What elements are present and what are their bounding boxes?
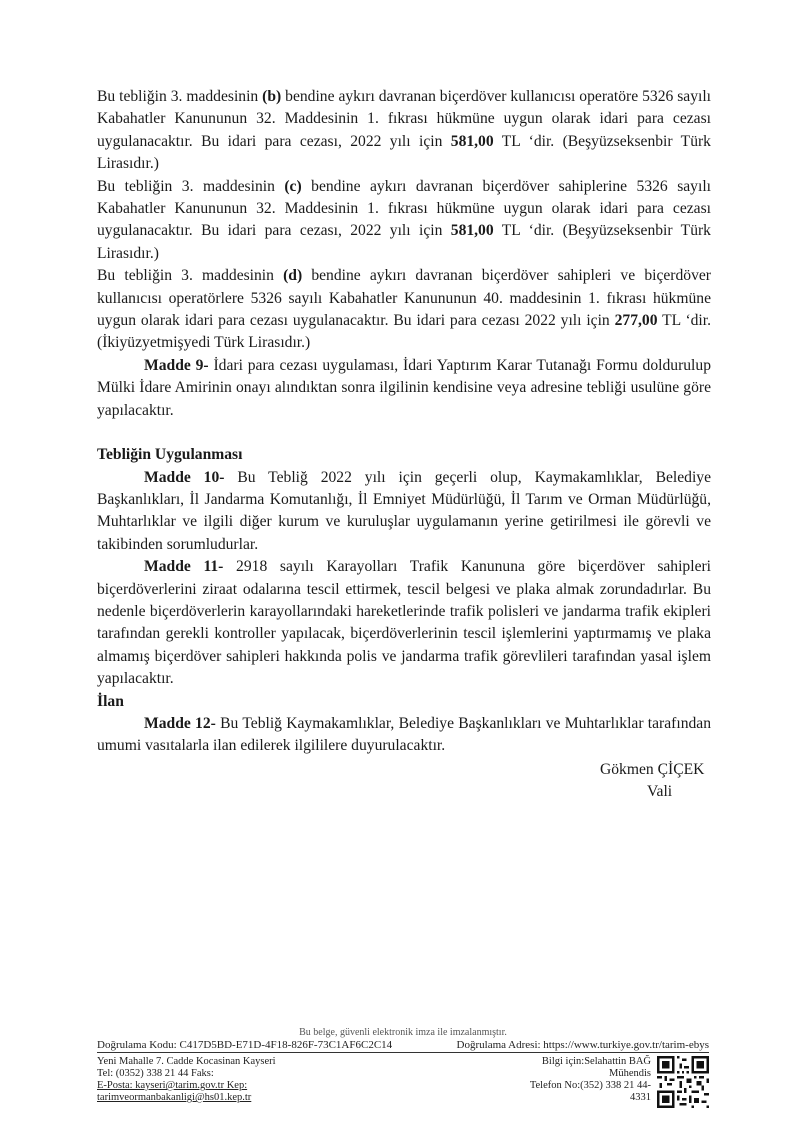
office-kep[interactable]: tarimveormanbakanligi@hs01.kep.tr: [97, 1092, 252, 1103]
office-contact: [97, 1056, 276, 1108]
verification-line: [97, 1039, 709, 1053]
section-heading-announcement: İlan: [97, 692, 124, 710]
office-phone: Tel: (0352) 338 21 44 Faks:: [97, 1068, 214, 1079]
paragraph-d-penalty: Bu tebliğin 3. maddesinin (d) bendine aykırı davranan biçerdöver sahipleri ve biçerdöver kullanıcısı operatörlere 5326 sayılı Kabahatler Kanununun 40. maddesinin 1. fıkrası hükmüne uygun olarak idari para cezası uygulanacaktır. Bu idari para cezası 2022 yılı için 277,00 TL ‘dir. (İkiyüzyetmişyedi Türk Lirasıdır.): [97, 267, 711, 352]
signatory-title: Vali: [647, 783, 673, 800]
section-heading-implementation: Tebliğin Uygulanması: [97, 446, 243, 464]
article-12: Madde 12- Bu Tebliğ Kaymakamlıklar, Belediye Başkanlıkları ve Muhtarlıklar tarafından umumi vasıtalarla ilan edilerek ilgililere duyurulacaktır.: [97, 714, 712, 755]
spacer: [97, 422, 711, 444]
office-email[interactable]: E-Posta: kayseri@tarim.gov.tr Kep:: [97, 1080, 248, 1091]
info-contact-title: Mühendis: [609, 1068, 651, 1079]
footer-contact-row: [97, 1056, 709, 1108]
info-contact-phone: Telefon No:(352) 338 21 44-: [529, 1080, 651, 1091]
verification-code: Doğrulama Kodu: C417D5BD-E71D-4F18-826F-73C1AF6C2C14: [97, 1039, 393, 1051]
info-contact-extension: 4331: [630, 1092, 651, 1103]
info-contact-name: Bilgi için:Selahattin BAĞ: [541, 1056, 651, 1067]
document-body: [97, 86, 711, 758]
article-9: Madde 9- İdari para cezası uygulaması, İdari Yaptırım Karar Tutanağı Formu doldurulup Mülki İdare Amirinin onayı alındıktan sonra ilgilinin kendisine veya adresine tebliği usulüne göre yapılacaktır.: [97, 356, 711, 419]
document-footer: [97, 1027, 709, 1108]
article-11: Madde 11- 2918 sayılı Karayolları Trafik Kanununa göre biçerdöver sahipleri biçerdöverlerini ziraat odalarına tescil ettirmek, tescil belgesi ve plaka almak zorundadırlar. Bu nedenle biçerdöverlerin karayollarındaki hareketlerinde trafik polisleri ve jandarma trafik ekipleri tarafından gerekli kontroller yapılacak, biçerdöverlerinin tescil işlemlerini yaptırmamış ve plaka almamış biçerdöver sahipleri hakkında polis ve jandarma trafik görevlileri tarafından yasal işlem yapılacaktır.: [97, 558, 712, 688]
info-contact-block: [530, 1056, 709, 1108]
info-contact: [530, 1056, 651, 1108]
paragraph-b-penalty: Bu tebliğin 3. maddesinin (b) bendine aykırı davranan biçerdöver kullanıcısı operatöre 5326 sayılı Kabahatler Kanununun 32. Maddesinin 1. fıkrası hükmüne uygun olarak idari para cezası uygulanacaktır. Bu idari para cezası, 2022 yılı için 581,00 TL ‘dir. (Beşyüzseksenbir Türk Lirasıdır.): [97, 88, 712, 173]
verification-address[interactable]: Doğrulama Adresi: https://www.turkiye.gov.tr/tarim-ebys: [456, 1039, 709, 1051]
office-address: Yeni Mahalle 7. Cadde Kocasinan Kayseri: [97, 1056, 276, 1067]
paragraph-c-penalty: Bu tebliğin 3. maddesinin (c) bendine aykırı davranan biçerdöver sahiplerine 5326 sayılı Kabahatler Kanununun 32. Maddesinin 1. fıkrası hükmüne uygun olarak idari para cezası uygulanacaktır. Bu idari para cezası, 2022 yılı için 581,00 TL ‘dir. (Beşyüzseksenbir Türk Lirasıdır.): [97, 177, 711, 262]
article-10: Madde 10- Bu Tebliğ 2022 yılı için geçerli olup, Kaymakamlıklar, Belediye Başkanlıkları, İl Jandarma Komutanlığı, İl Emniyet Müdürlüğü, İl Tarım ve Orman Müdürlüğü, Muhtarlıklar ve ilgili diğer kurum ve kuruluşlar uygulamanın yerine getirilmesi ile görevli ve takibinden sorumludurlar.: [97, 468, 711, 553]
esign-note: Bu belge, güvenli elektronik imza ile imzalanmıştır.: [299, 1027, 507, 1038]
signatory-name: Gökmen ÇİÇEK: [600, 761, 705, 778]
signature-block: [600, 759, 740, 803]
qr-code-icon: [657, 1056, 709, 1108]
